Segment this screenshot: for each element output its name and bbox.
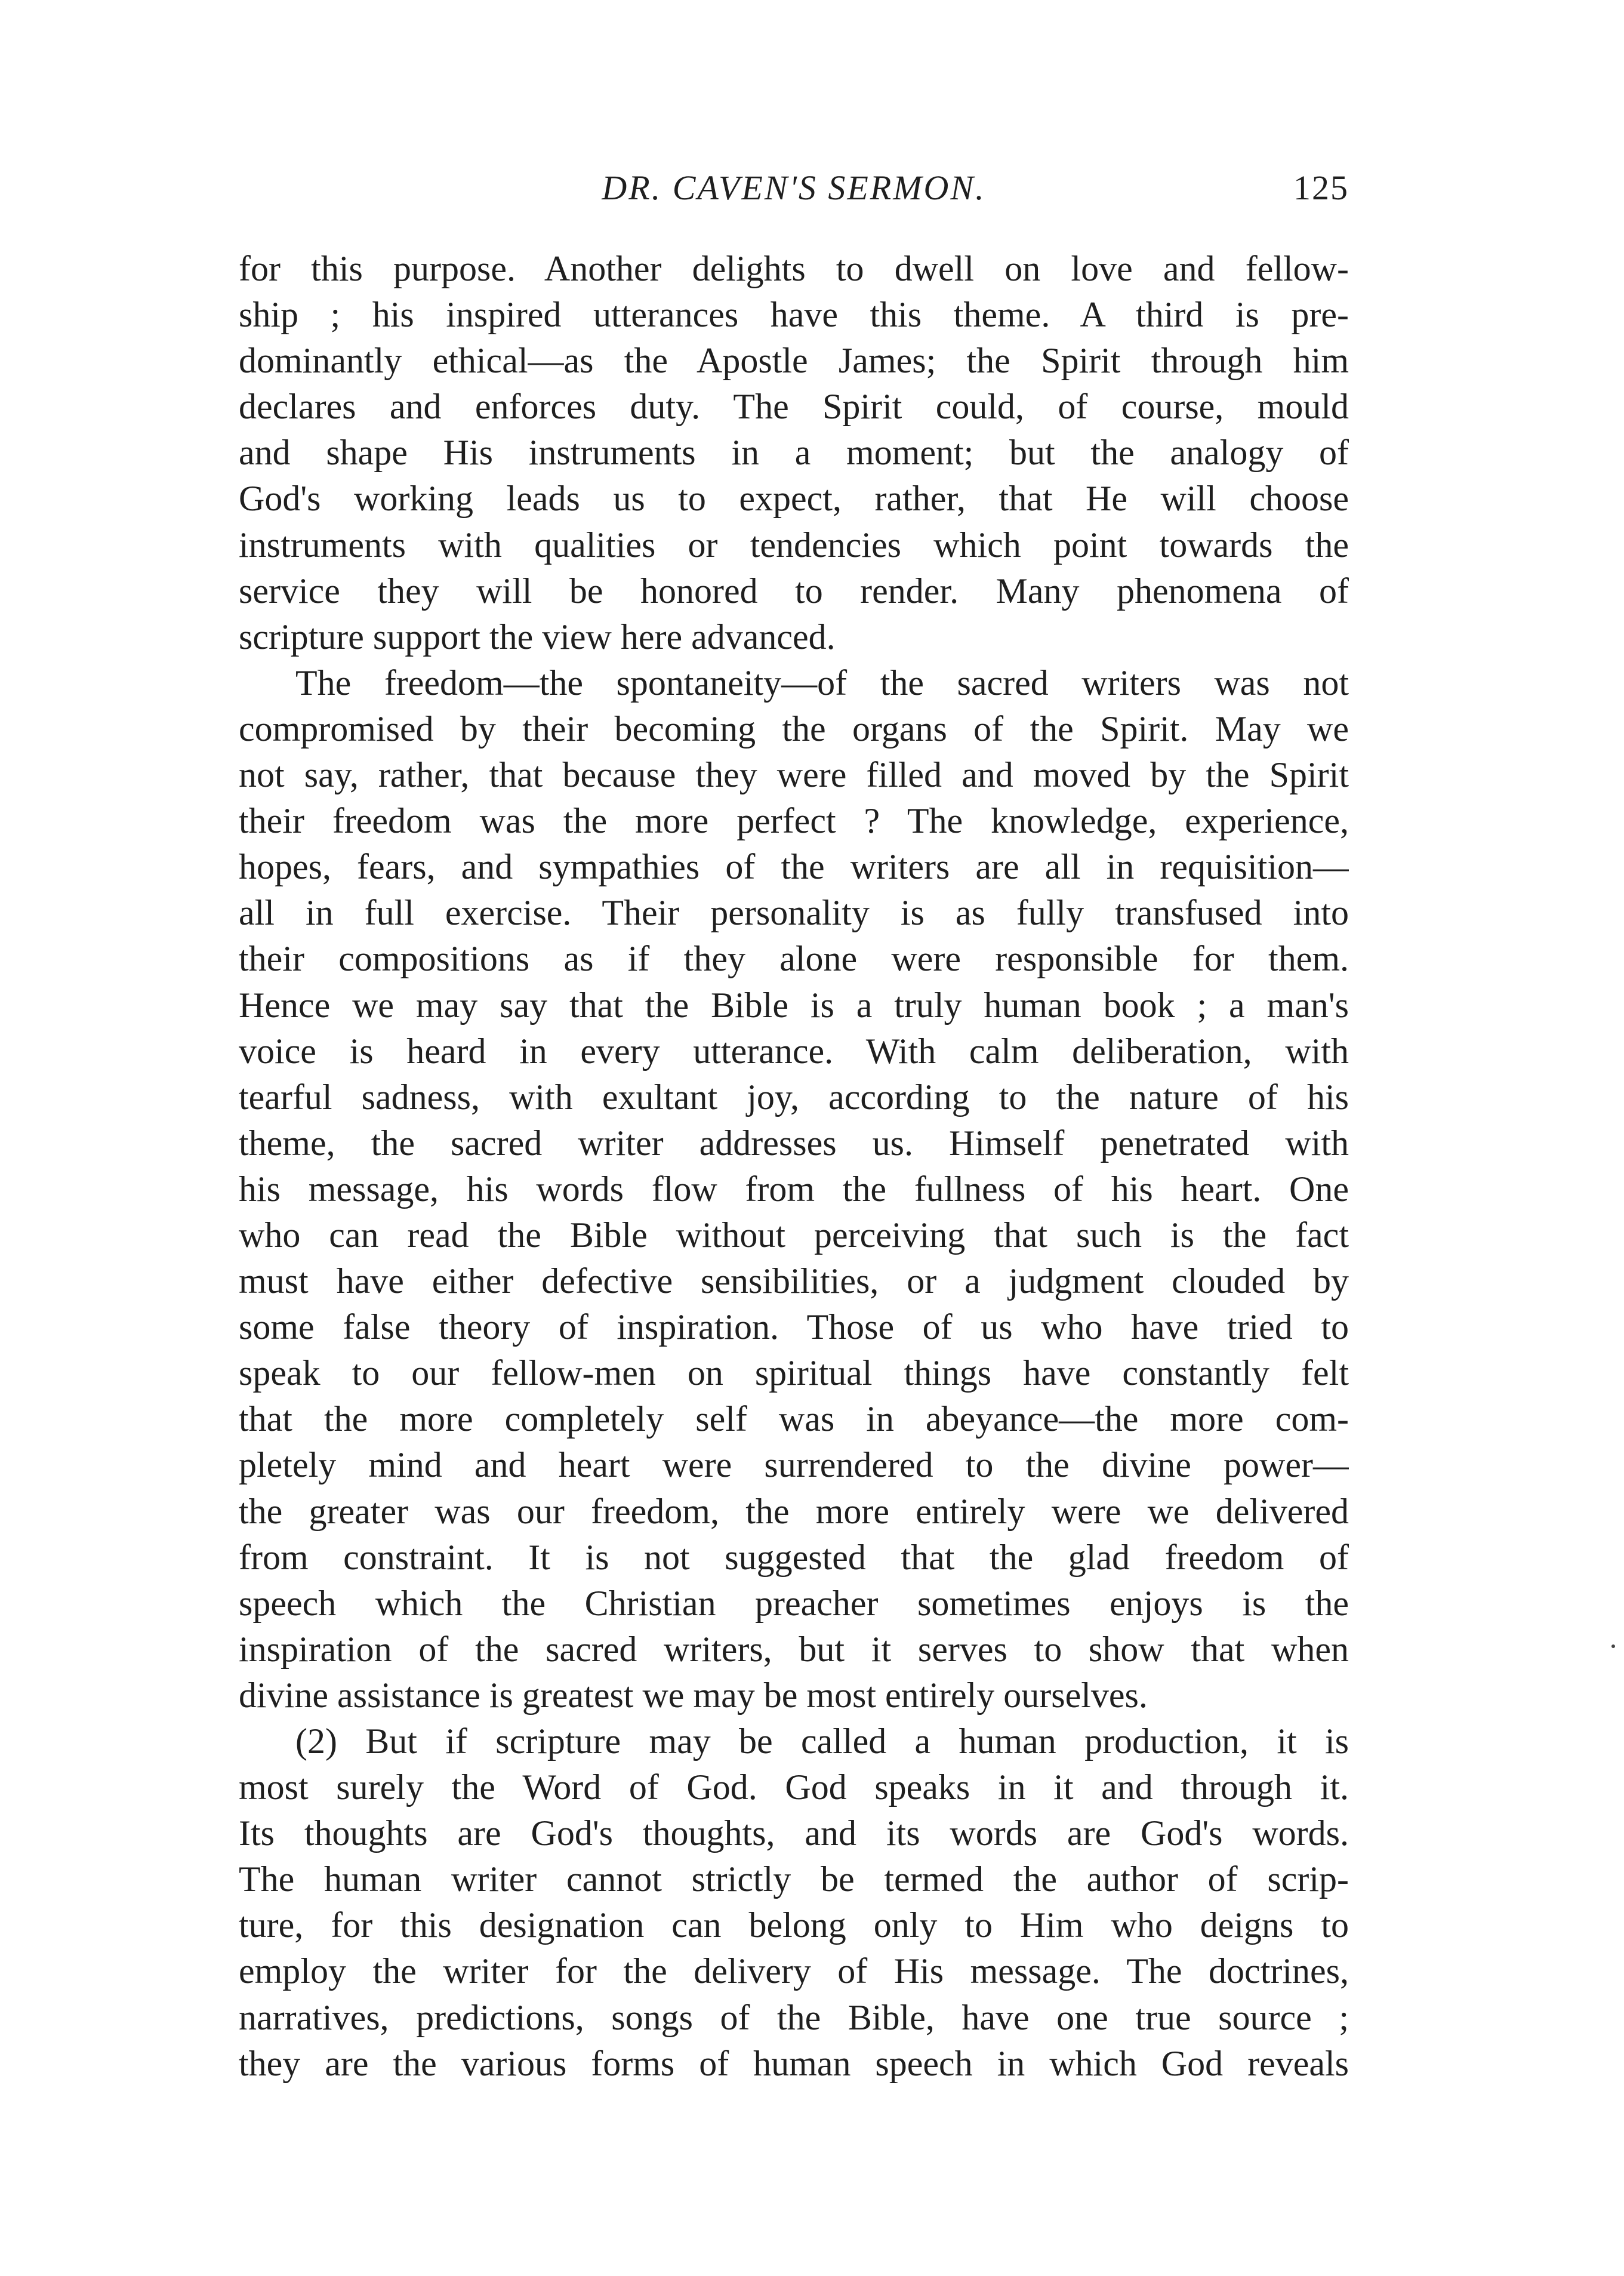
text-line: Hence we may say that the Bible is a truly human book ; a man's <box>239 985 1349 1025</box>
text-line: their compositions as if they alone were responsible for them. <box>239 939 1349 979</box>
text-line: from constraint. It is not suggested that the glad freedom of <box>239 1537 1349 1577</box>
running-head <box>239 161 1349 215</box>
text-line: some false theory of inspiration. Those of us who have tried to <box>239 1307 1349 1347</box>
text-line: dominantly ethical—as the Apostle James; the Spirit through him <box>239 341 1349 381</box>
text-line: tearful sadness, with exultant joy, according to the nature of his <box>239 1077 1349 1117</box>
text-line: not say, rather, that because they were filled and moved by the Spirit <box>239 755 1349 795</box>
text-line: speech which the Christian preacher sometimes enjoys is the <box>239 1583 1349 1623</box>
text-line: employ the writer for the delivery of His message. The doctrines, <box>239 1951 1349 1991</box>
text-line: The freedom—the spontaneity—of the sacred writers was not <box>295 663 1349 703</box>
text-line: and shape His instruments in a moment; but the analogy of <box>239 433 1349 473</box>
text-line: they are the various forms of human speech in which God reveals <box>239 2043 1349 2083</box>
text-line: the greater was our freedom, the more entirely were we delivered <box>239 1491 1349 1531</box>
text-line: scripture support the view here advanced. <box>239 617 836 657</box>
page-number: 125 <box>1293 168 1349 207</box>
text-line: (2) But if scripture may be called a human production, it is <box>295 1721 1349 1761</box>
text-line: service they will be honored to render. Many phenomena of <box>239 571 1349 611</box>
text-line: who can read the Bible without perceiving that such is the fact <box>239 1215 1349 1255</box>
text-line: instruments with qualities or tendencies which point towards the <box>239 525 1349 565</box>
text-line: declares and enforces duty. The Spirit could, of course, mould <box>239 387 1349 427</box>
text-line: narratives, predictions, songs of the Bible, have one true source ; <box>239 1997 1349 2037</box>
text-line: for this purpose. Another delights to dwell on love and fellow- <box>239 249 1349 288</box>
text-line: his message, his words flow from the fullness of his heart. One <box>239 1169 1349 1209</box>
text-line: The human writer cannot strictly be termed the author of scrip- <box>239 1859 1349 1899</box>
text-line: theme, the sacred writer addresses us. Himself penetrated with <box>239 1123 1349 1163</box>
text-line: that the more completely self was in abeyance—the more com- <box>239 1399 1349 1439</box>
text-line: hopes, fears, and sympathies of the writers are all in requisition— <box>239 847 1349 887</box>
running-title: DR. CAVEN'S SERMON. <box>602 168 986 207</box>
text-line: Its thoughts are God's thoughts, and its words are God's words. <box>239 1813 1349 1853</box>
text-line: divine assistance is greatest we may be most entirely ourselves. <box>239 1675 1148 1715</box>
text-line: ship ; his inspired utterances have this theme. A third is pre- <box>239 295 1349 335</box>
text-line: speak to our fellow-men on spiritual things have constantly felt <box>239 1353 1349 1393</box>
text-line: God's working leads us to expect, rather, that He will choose <box>239 479 1349 519</box>
text-line: must have either defective sensibilities, or a judgment clouded by <box>239 1261 1349 1301</box>
text-line: all in full exercise. Their personality is as fully transfused into <box>239 893 1349 933</box>
text-line: their freedom was the more perfect ? The knowledge, experience, <box>239 801 1349 841</box>
text-line: ture, for this designation can belong only to Him who deigns to <box>239 1905 1349 1945</box>
text-line: compromised by their becoming the organs of the Spirit. May we <box>239 709 1349 749</box>
margin-speck <box>1611 1644 1615 1648</box>
text-line: most surely the Word of God. God speaks in it and through it. <box>239 1767 1349 1807</box>
text-line: voice is heard in every utterance. With calm deliberation, with <box>239 1031 1349 1071</box>
text-line: inspiration of the sacred writers, but it serves to show that when <box>239 1629 1349 1669</box>
text-line: pletely mind and heart were surrendered to the divine power— <box>239 1445 1349 1485</box>
body-text <box>239 246 1349 2087</box>
